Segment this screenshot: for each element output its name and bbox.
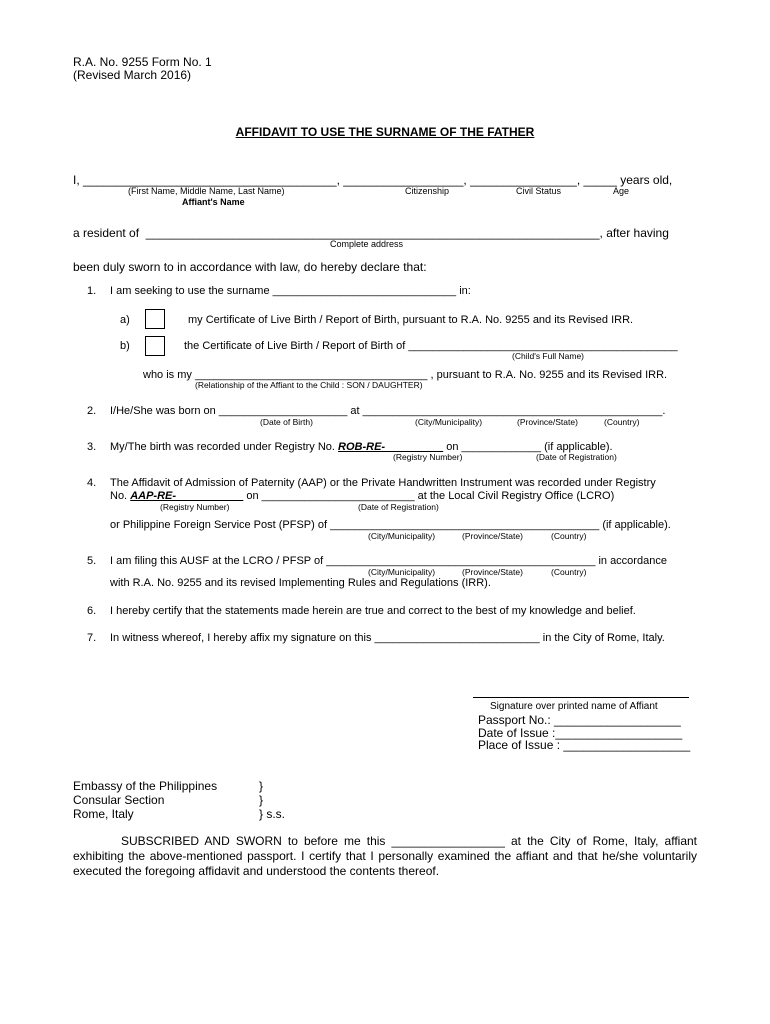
label-city-municipality-5: (City/Municipality) xyxy=(368,567,436,577)
label-country-4: (Country) xyxy=(551,531,587,541)
label-date-of-birth: (Date of Birth) xyxy=(260,417,313,427)
option-a-letter: a) xyxy=(120,314,130,326)
sworn-statement: been duly sworn to in accordance with law, do hereby declare that: xyxy=(73,260,427,274)
item-7-text: In witness whereof, I hereby affix my signature on this ___________________________ in the City of Rome, Italy. xyxy=(110,632,665,644)
item-5-line-2: with R.A. No. 9255 and its revised Implementing Rules and Regulations (IRR). xyxy=(110,577,491,589)
label-child-full-name: (Child's Full Name) xyxy=(512,351,584,361)
passport-number-field: Passport No.: ___________________ xyxy=(478,713,681,727)
label-full-name: (First Name, Middle Name, Last Name) xyxy=(128,186,285,196)
option-b-text: the Certificate of Live Birth / Report of Birth of ____________________________________________ xyxy=(184,340,678,352)
document-title: AFFIDAVIT TO USE THE SURNAME OF THE FATHER xyxy=(235,125,535,139)
item-3-text: My/The birth was recorded under Registry No. ROB-RE- on _____________ (if applicable). xyxy=(110,441,613,453)
option-a-checkbox[interactable] xyxy=(145,309,165,329)
label-province-state-5: (Province/State) xyxy=(462,567,523,577)
venue-brace-ss: } s.s. xyxy=(259,807,286,821)
form-number: R.A. No. 9255 Form No. 1 xyxy=(73,55,212,69)
label-country-5: (Country) xyxy=(551,567,587,577)
item-4-line-1: The Affidavit of Admission of Paternity (AAP) or the Private Handwritten Instrument was recorded under Registry xyxy=(110,477,656,489)
label-date-of-registration-aap: (Date of Registration) xyxy=(358,502,439,512)
venue-city: Rome, Italy xyxy=(73,807,134,821)
resident-line: a resident of ____________________________________________________________________, after having xyxy=(73,226,669,240)
venue-brace-1: } xyxy=(259,779,264,793)
signature-line xyxy=(473,697,689,698)
item-number-6: 6. xyxy=(87,605,97,617)
item-number-2: 2. xyxy=(87,405,97,417)
item-number-7: 7. xyxy=(87,632,97,644)
label-city-municipality: (City/Municipality) xyxy=(415,417,483,427)
venue-embassy: Embassy of the Philippines xyxy=(73,779,218,793)
item-4-line-2: No. AAP-RE- on _________________________ at the Local Civil Registry Office (LCRO) xyxy=(110,490,615,502)
label-province-state: (Province/State) xyxy=(517,417,578,427)
item-number-4: 4. xyxy=(87,477,97,489)
item-6-text: I hereby certify that the statements made herein are true and correct to the best of my knowledge and belief. xyxy=(110,605,636,617)
item-number-3: 3. xyxy=(87,441,97,453)
signature-label: Signature over printed name of Affiant xyxy=(490,701,658,712)
affiant-line: I, ______________________________________, __________________, ________________, _____ years old, xyxy=(73,173,673,187)
option-b-checkbox[interactable] xyxy=(145,336,165,356)
date-of-issue-field: Date of Issue :___________________ xyxy=(478,726,683,740)
label-city-municipality-4: (City/Municipality) xyxy=(368,531,436,541)
item-1-text: I am seeking to use the surname ______________________________ in: xyxy=(110,285,471,297)
aap-registry-prefix: AAP-RE- xyxy=(130,490,244,502)
label-citizenship: Citizenship xyxy=(405,186,450,196)
venue-section: Consular Section xyxy=(73,793,165,807)
label-registry-number: (Registry Number) xyxy=(393,452,463,462)
label-affiant-name: Affiant's Name xyxy=(182,197,245,207)
label-date-of-registration: (Date of Registration) xyxy=(536,452,617,462)
item-number-5: 5. xyxy=(87,555,97,567)
label-relationship: (Relationship of the Affiant to the Child : SON / DAUGHTER) xyxy=(195,380,423,390)
item-number-1: 1. xyxy=(87,285,97,297)
option-b-letter: b) xyxy=(120,340,130,352)
venue-brace-2: } xyxy=(259,793,264,807)
label-country: (Country) xyxy=(604,417,640,427)
place-of-issue-field: Place of Issue : ___________________ xyxy=(478,738,691,752)
relationship-line: who is my ______________________________________ , pursuant to R.A. No. 9255 and its Revised IRR. xyxy=(143,369,668,381)
label-registry-number-aap: (Registry Number) xyxy=(160,502,230,512)
label-age: Age xyxy=(613,186,630,196)
jurat-paragraph: SUBSCRIBED AND SWORN to before me this _________________ at the City of Rome, Italy, affiant exhibiting the above-mentioned passport. I certify that I personally examined the affiant and that he/she voluntarily executed the foregoing affidavit and understood the contents thereof. xyxy=(73,834,697,878)
item-2-text: I/He/She was born on _____________________ at _________________________________________________. xyxy=(110,405,666,417)
item-5-line-1: I am filing this AUSF at the LCRO / PFSP of ____________________________________________ in accordance xyxy=(110,555,667,567)
label-civil-status: Civil Status xyxy=(516,186,562,196)
label-complete-address: Complete address xyxy=(330,239,404,249)
label-province-state-4: (Province/State) xyxy=(462,531,523,541)
revision-date: (Revised March 2016) xyxy=(73,68,192,82)
item-4-line-3: or Philippine Foreign Service Post (PFSP) of ____________________________________________ (if applicable). xyxy=(110,519,671,531)
option-a-text: my Certificate of Live Birth / Report of Birth, pursuant to R.A. No. 9255 and its Revised IRR. xyxy=(188,314,634,326)
rob-registry-prefix: ROB-RE- xyxy=(338,441,444,453)
